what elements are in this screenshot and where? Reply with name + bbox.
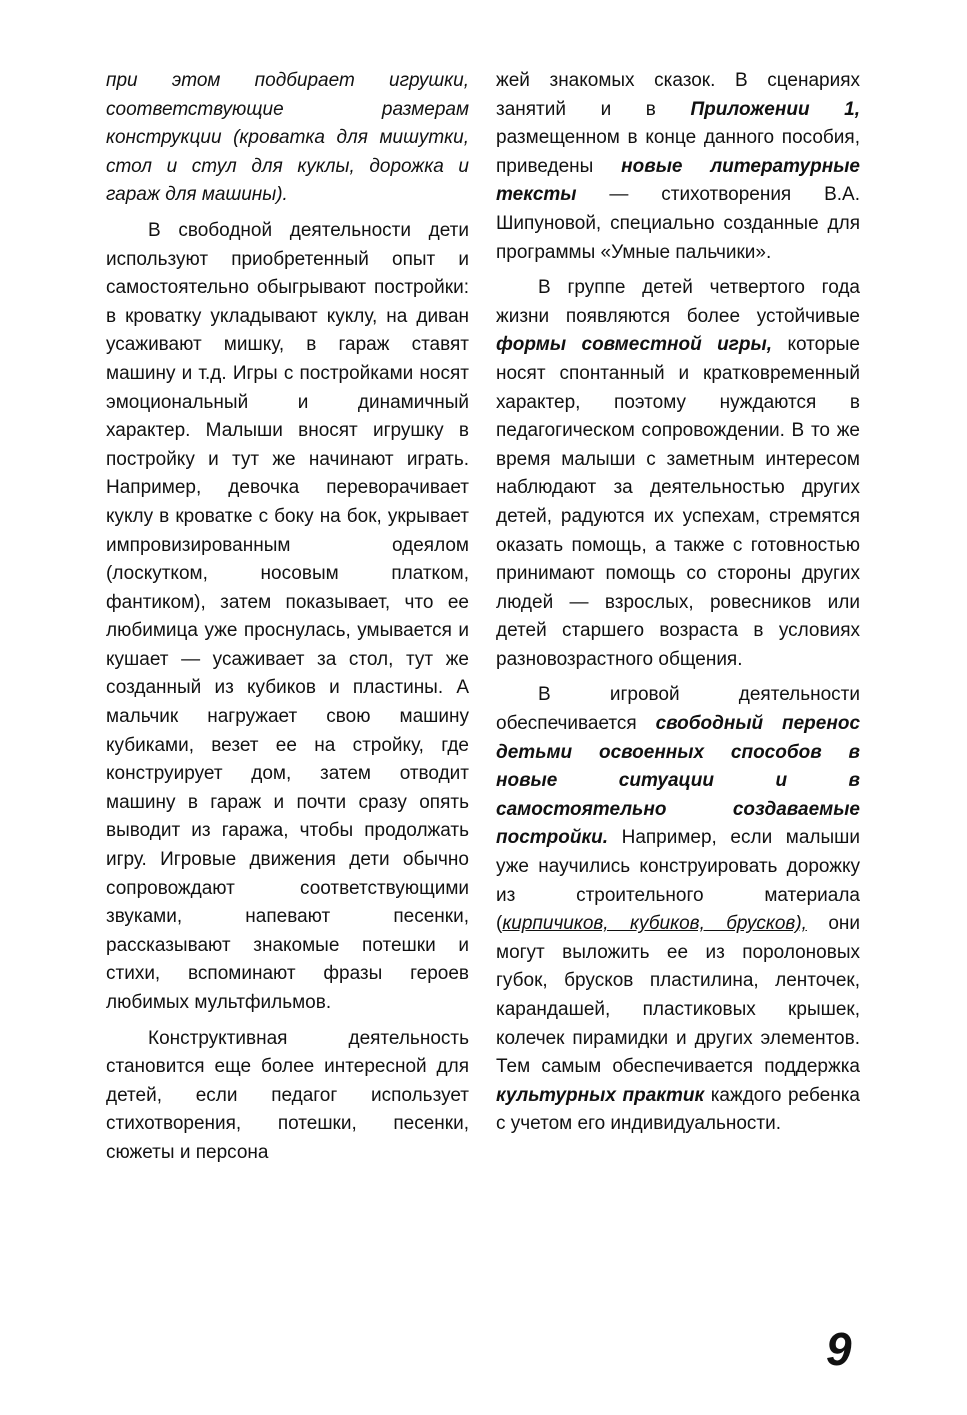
underlined-materials: кирпичиков, кубиков, брусков), [502, 913, 807, 935]
text-span: размещенном в конце данного пособия, приведены [496, 127, 860, 177]
text-span: которые носят спонтанный и кратковременный характер, поэтому нуждаются в педагогическом сопровождении. В то же время малыши с заметным интересом наблюдают за деятельностью других детей, радуются их успехам, стремятся оказать помощь, а также с готовностью принимают помощь со стороны других людей — взрослых, ровесников или детей старшего возраста в условиях разновозрастного общения. [496, 334, 860, 670]
left-column [106, 67, 469, 1175]
text-span: Например, если малыши уже научились конструировать дорожку из строительного материала ( [496, 827, 860, 935]
emphasis-appendix: Приложении 1, [690, 98, 860, 120]
paragraph-free-activity: В свободной деятельности дети используют приобретенный опыт и самостоятельно обыгрывают постройки: в кроватку укладывают куклу, на диван усаживают мишку, в гараж ставят машину и т.д. Игры с постройками носят эмоциональный и динамичный характер. Малыши вносят игрушку в постройку и тут же начинают играть. Например, девочка переворачивает куклу в кроватке с боку на бок, укрывает импровизированным одеялом (лоскутком, носовым платком, фантиком), затем показывает, что ее любимица уже проснулась, умывается и кушает — усаживает за стол, тут же созданный из кубиков и пластины. А мальчик нагружает свою машину кубиками, везет ее на стройку, где конструирует дом, затем отводит машину в гараж и почти сразу опять выводит из гаража, чтобы продолжать игру. Игровые движения дети обычно сопровождают соответствующими звуками, напевают песенки, рассказывают знакомые потешки и стихи, вспоминают фразы героев любимых мультфильмов. [106, 219, 469, 1013]
right-column [496, 67, 860, 1146]
text-span: В игровой деятельности обеспечивается [496, 684, 860, 735]
page-number: 9 [826, 1323, 852, 1375]
text-span: жей знакомых сказок. В сценариях занятий и в [496, 70, 860, 120]
paragraph-intro-continued: при этом подбирает игрушки, соответствующие размерам конструкции (кроватка для мишутки, стол и стул для куклы, дорожка и гараж для машины). [106, 70, 469, 206]
paragraph-play-activity [496, 681, 860, 1139]
emphasis-cultural-practices: культурных практик [496, 1084, 705, 1106]
emphasis-free-transfer: свободный перенос детьми освоенных способов в новые ситуации и в самостоятельно создаваемые постройки. [496, 713, 861, 849]
paragraph-fairy-tales [496, 67, 860, 267]
emphasis-joint-play-forms: формы совместной игры, [496, 334, 773, 356]
paragraph-joint-play [496, 274, 860, 674]
text-span: каждого ребенка с учетом его индивидуальности. [496, 1084, 860, 1135]
text-span: В группе детей четвертого года жизни появляются более устойчивые [496, 277, 860, 327]
paragraph-constructive-activity: Конструктивная деятельность становится еще более интересной для детей, если педагог использует стихотворения, потешки, песенки, сюжеты и персона [106, 1027, 469, 1163]
text-span: они могут выложить ее из поролоновых губок, брусков пластилина, ленточек, карандашей, пластиковых крышек, колечек пирамидки и других элементов. Тем самым обеспечивается поддержка [496, 913, 860, 1078]
emphasis-new-texts: новые литературные тексты [496, 155, 860, 206]
text-span: — стихотворения В.А. Шипуновой, специально созданные для программы «Умные пальчики». [496, 184, 860, 263]
